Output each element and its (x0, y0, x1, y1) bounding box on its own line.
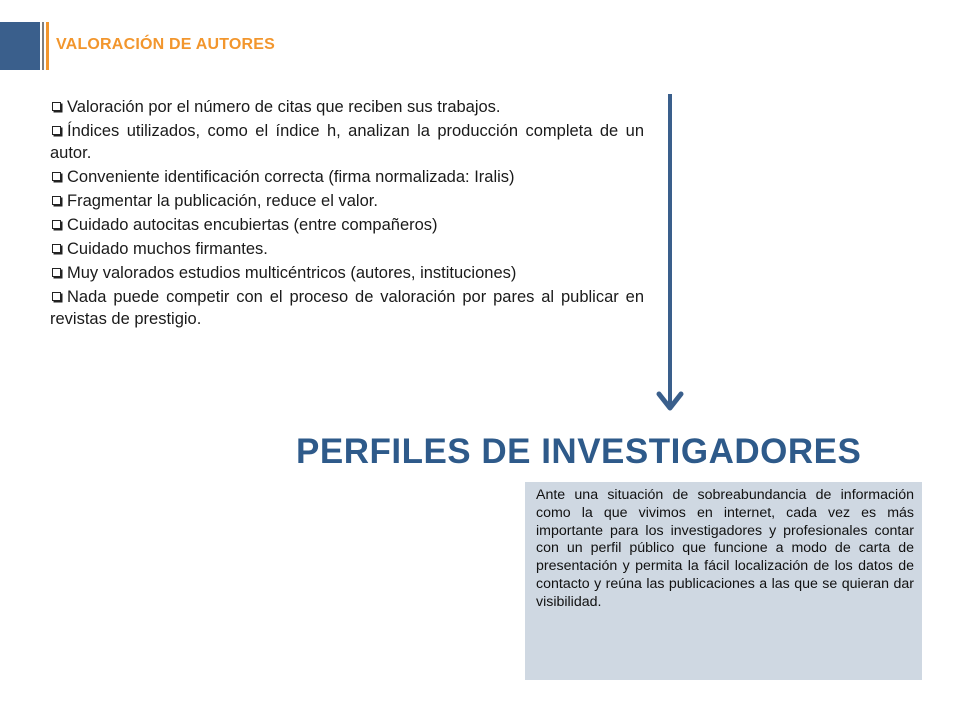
checkbox-bullet-icon (52, 292, 61, 301)
checkbox-bullet-icon (52, 196, 61, 205)
section-title: PERFILES DE INVESTIGADORES (296, 432, 862, 471)
list-item-text: Cuidado autocitas encubiertas (entre compañeros) (67, 216, 438, 234)
list-item (50, 238, 644, 260)
list-item-text: Valoración por el número de citas que reciben sus trabajos. (67, 98, 501, 116)
list-item (50, 286, 644, 330)
list-item (50, 120, 644, 164)
checkbox-bullet-icon (52, 220, 61, 229)
list-item (50, 262, 644, 284)
header-divider-orange (46, 22, 49, 70)
checkbox-bullet-icon (52, 126, 61, 135)
bullet-list (50, 96, 644, 332)
list-item (50, 96, 644, 118)
list-item-text: Índices utilizados, como el índice h, analizan la producción completa de un autor. (50, 122, 644, 162)
info-box (525, 482, 922, 680)
list-item-text: Nada puede competir con el proceso de valoración por pares al publicar en revistas de prestigio. (50, 288, 644, 328)
list-item-text: Fragmentar la publicación, reduce el valor. (67, 192, 378, 210)
list-item-text: Muy valorados estudios multicéntricos (autores, instituciones) (67, 264, 517, 282)
list-item-text: Cuidado muchos firmantes. (67, 240, 268, 258)
down-arrow-icon (654, 94, 686, 414)
checkbox-bullet-icon (52, 244, 61, 253)
checkbox-bullet-icon (52, 102, 61, 111)
list-item (50, 214, 644, 236)
header-accent-block (0, 22, 40, 70)
checkbox-bullet-icon (52, 172, 61, 181)
list-item (50, 190, 644, 212)
list-item-text: Conveniente identificación correcta (firma normalizada: Iralis) (67, 168, 515, 186)
header-title: VALORACIÓN DE AUTORES (56, 36, 276, 53)
checkbox-bullet-icon (52, 268, 61, 277)
list-item (50, 166, 644, 188)
info-box-text: Ante una situación de sobreabundancia de información como la que vivimos en internet, cada vez es más importante para los investigadores y profesionales contar con un perfil público que funcione a modo de carta de presentación y permita la fácil localización de los datos de contacto y reúna las publicaciones a las que se quieran dar visibilidad. (536, 487, 914, 610)
header-divider-grey (42, 22, 44, 70)
